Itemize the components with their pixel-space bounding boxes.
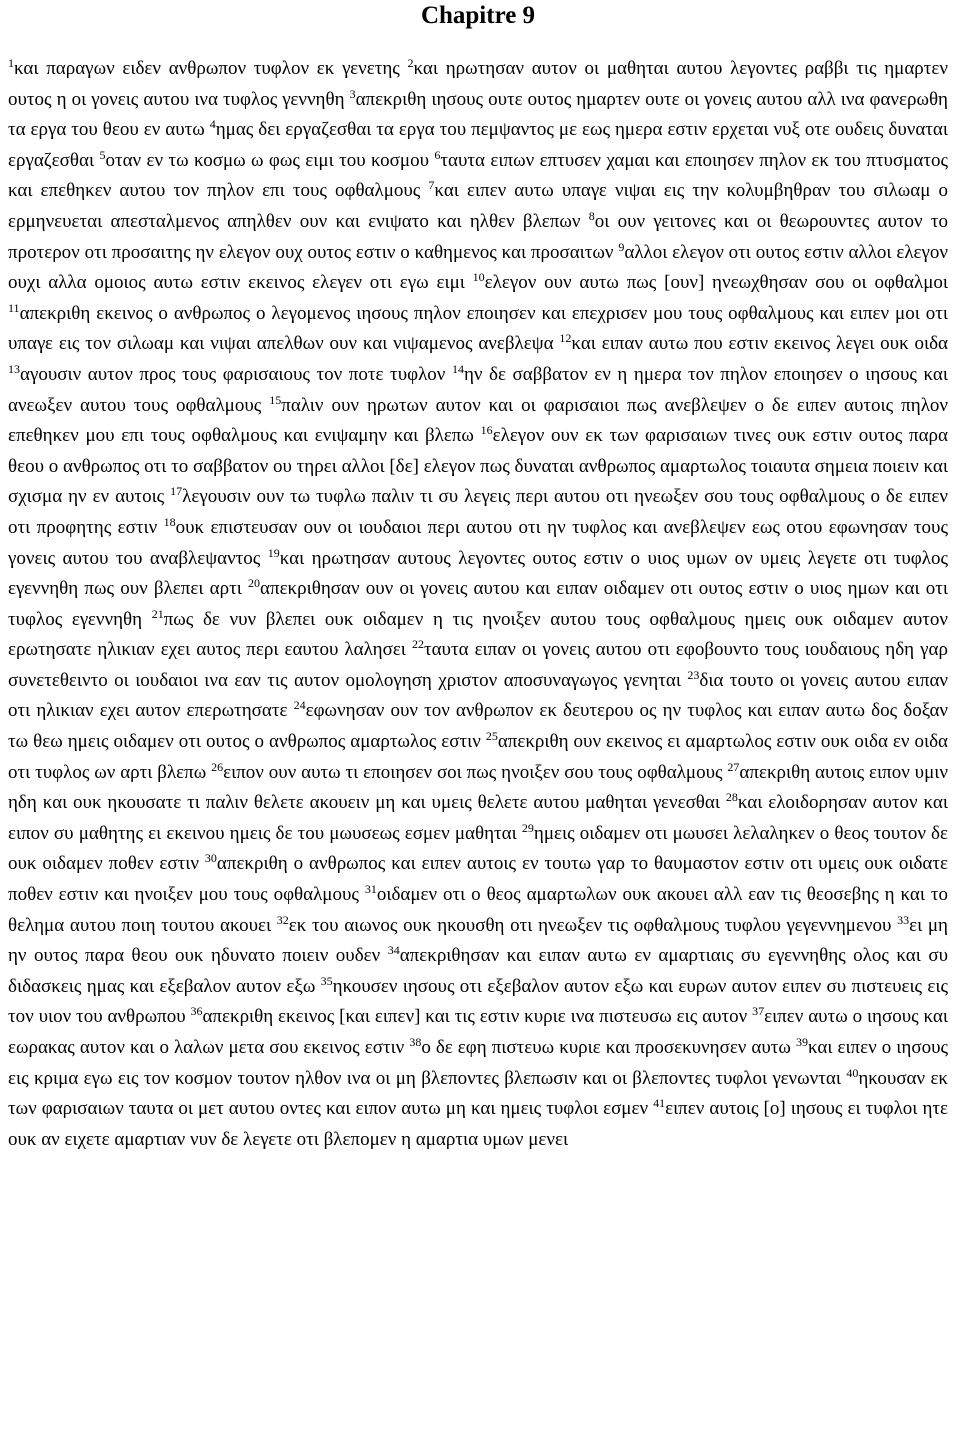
verse-text: ην δε σαββατον εν η ημερα τον πηλον εποιησεν ο ιησους και ανεωξεν αυτου τους οφθαλμους: [8, 363, 948, 416]
verse-number: 9: [618, 239, 625, 254]
verse-number: 31: [364, 882, 377, 897]
verse-text: απεκριθη εκεινος [και ειπεν] και τις εστιν κυριε ινα πιστευσω εις αυτον: [202, 1006, 753, 1028]
verse-number: 8: [588, 208, 595, 223]
verse-number: 12: [559, 331, 572, 346]
verse-number: 29: [521, 820, 534, 835]
verse-number: 37: [752, 1004, 765, 1019]
verse-number: 22: [411, 637, 424, 652]
verse-text: αλλοι ελεγον οτι ουτος εστιν αλλοι ελεγον ουχι αλλα ομοιος αυτω εστιν εκεινος ελεγεν οτι εγω ειμι: [8, 241, 949, 294]
verse-number: 39: [795, 1035, 808, 1049]
verse-number: 3: [349, 86, 356, 101]
verse: [473, 272, 948, 293]
verse-text: αγουσιν αυτον προς τους φαρισαιους τον ποτε τυφλον: [20, 363, 452, 385]
verse-number: 38: [409, 1035, 422, 1049]
verse-number: 26: [211, 759, 224, 774]
verse-text: ηκουσεν ιησους οτι εξεβαλον αυτον εξω και ευρων αυτον ειπεν συ πιστευεις εις τον υιον του ανθρωπου: [8, 975, 948, 1028]
verse-number: 6: [434, 147, 441, 162]
verse-text: και ειπεν ο ιησους εις κριμα εγω εις τον κοσμον τουτον ηλθον ινα οι μη βλεποντες βλεπωσιν και οι βλεποντες τυφλοι γενωνται: [8, 1037, 948, 1089]
verse-number: 4: [209, 117, 216, 132]
verse-text: ταυτα ειπων επτυσεν χαμαι και εποιησεν πηλον εκ του πτυσματος και επεθηκεν αυτου τον πηλον επι τους οφθαλμους: [8, 149, 948, 202]
verse-text: ειπεν αυτοις [ο] ιησους ει τυφλοι ητε ουκ αν ειχετε αμαρτιαν νυν δε λεγετε οτι βλεπομεν η αμαρτια υμων μενει: [8, 1098, 948, 1150]
verse-text: απεκριθησαν και ειπαν αυτω εν αμαρτιαις συ εγεννηθης ολος και συ διδασκεις ημας και εξεβαλον αυτον εξω: [8, 945, 948, 997]
verse: [276, 912, 898, 936]
verse-number: 24: [293, 698, 306, 713]
verse-text: εφωνησαν ουν τον ανθρωπον εκ δευτερου ος ην τυφλος και ειπαν αυτω δος δοξαν τω θεω ημεις οιδαμεν οτι ουτος ο ανθρωπος αμαρτωλος εστιν: [8, 700, 949, 753]
verse: [409, 1037, 796, 1058]
verse-text: και ηρωτησαν αυτους λεγοντες ουτος εστιν ο υιος υμων ον υμεις λεγετε οτι τυφλος εγεννηθη πως ουν βλεπει αρτι: [8, 547, 948, 600]
verse-number: 5: [99, 147, 106, 162]
verse-text: οιδαμεν οτι ο θεος αμαρτωλων ουκ ακουει αλλ εαν τις θεοσεβης η και το θελημα αυτου ποιη τουτου ακουει: [8, 884, 948, 936]
verse-number: 15: [269, 392, 282, 407]
verse-text: και ηρωτησαν αυτον οι μαθηται αυτου λεγοντες ραββι τις ημαρτεν ουτος η οι γονεις αυτου ινα τυφλος γεννηθη: [8, 58, 948, 110]
verse-text: πως δε νυν βλεπει ουκ οιδαμεν η τις ηνοιξεν αυτου τους οφθαλμους ημεις ουκ οιδαμεν αυτον ερωτησατε ηλικιαν εχει αυτος περι εαυτου λαλησει: [8, 608, 948, 661]
verse-text: απεκριθη ουν εκεινος ει αμαρτωλος εστιν ουκ οιδα εν οιδα οτι τυφλος ων αρτι βλεπω: [8, 731, 948, 783]
chapter-title: Chapitre 9: [420, 2, 536, 29]
verse-number: 36: [190, 1004, 203, 1019]
verse-number: 2: [407, 56, 414, 70]
verse-number: 25: [485, 729, 498, 744]
verse-number: 23: [687, 667, 700, 682]
verse-text: ει μη ην ουτος παρα θεου ουκ ηδυνατο ποιειν ουδεν: [8, 914, 948, 967]
verse-text: εκ του αιωνος ουκ ηκουσθη οτι ηνεωξεν τις οφθαλμους τυφλου γεγεννημενου: [288, 914, 898, 936]
verse-number: 20: [248, 576, 261, 591]
verse-text: ημεις οιδαμεν οτι μωυσει λελαληκεν ο θεος τουτον δε ουκ οιδαμεν ποθεν εστιν: [8, 822, 948, 875]
verse-number: 33: [897, 912, 910, 927]
verse-number: 10: [472, 270, 485, 285]
verse-text: ταυτα ειπαν οι γονεις αυτου οτι εφοβουντο τους ιουδαιους ηδη γαρ συνετεθειντο οι ιουδαιοι ινα εαν τις αυτον ομολογηση χριστον αποσυναγωγος γενηται: [8, 639, 948, 691]
verse-text: ημας δει εργαζεσθαι τα εργα του πεμψαντος με εως ημερα εστιν ερχεται νυξ οτε ουδεις δυναται εργαζεσθαι: [8, 119, 948, 171]
verse-number: 13: [8, 361, 20, 376]
verse-number: 40: [846, 1065, 859, 1080]
verse: [190, 1006, 752, 1027]
verse-number: 21: [151, 606, 164, 621]
verse-text: ο δε εφη πιστευω κυριε και προσεκυνησεν αυτω: [421, 1037, 796, 1058]
verse-text: απεκριθησαν ουν οι γονεις αυτου και ειπαν οιδαμεν οτι ουτος εστιν ο υιος ημων και οτι τυφλος εγεννηθη: [8, 578, 948, 630]
verse-number: 11: [8, 300, 20, 315]
verse: [211, 759, 728, 783]
verse-text: απεκριθη εκεινος ο ανθρωπος ο λεγομενος ιησους πηλον εποιησεν και επεχρισεν μου τους οφθαλμους και ειπεν μοι οτι υπαγε εις τον σιλωαμ και νιψαι απελθων ουν και νιψαμενος ανεβλεψα: [8, 302, 948, 355]
verse-number: 19: [267, 545, 280, 560]
chapter-text: [8, 54, 948, 1155]
verse-number: 32: [276, 912, 289, 927]
verse: [99, 147, 435, 171]
verse-text: ελεγον ουν αυτω πως [ουν] ηνεωχθησαν σου οι οφθαλμοι: [484, 272, 948, 294]
verse: [559, 333, 948, 354]
verse-text: παλιν ουν ηρωτων αυτον και οι φαρισαιοι πως ανεβλεψεν ο δε ειπεν αυτοις πηλον επεθηκεν μου επι τους οφθαλμους και ενιψαμην και βλεπω: [8, 394, 948, 447]
verse-number: 14: [451, 361, 464, 376]
verse-text: και ειπαν αυτω που εστιν εκεινος λεγει ουκ οιδα: [571, 333, 948, 355]
verse-number: 7: [428, 178, 435, 193]
verse-text: δια τουτο οι γονεις αυτου ειπαν οτι ηλικιαν εχει αυτον επερωτησατε: [8, 669, 948, 722]
verse-text: και ειπεν αυτω υπαγε νιψαι εις την κολυμβηθραν του σιλωαμ ο ερμηνευεται απεσταλμενος απηλθεν ουν και ενιψατο και ηλθεν βλεπων: [8, 180, 948, 232]
verse-number: 35: [320, 973, 333, 988]
verse-text: ειπον ουν αυτω τι εποιησεν σοι πως ηνοιξεν σου τους οφθαλμους: [223, 761, 728, 783]
verse-text: απεκριθη ο ανθρωπος και ειπεν αυτοις εν τουτω γαρ το θαυμαστον εστιν οτι υμεις ουκ οιδατε ποθεν εστιν και ηνοιξεν μου τους οφθαλμους: [8, 853, 949, 906]
verse-text: και παραγων ειδεν ανθρωπον τυφλον εκ γενετης: [14, 58, 408, 79]
verse-number: 1: [8, 56, 14, 70]
verse-number: 27: [727, 759, 740, 774]
verse: [8, 58, 408, 79]
verse-text: απεκριθη ιησους ουτε ουτος ημαρτεν ουτε οι γονεις αυτου αλλ ινα φανερωθη τα εργα του θεου εν αυτω: [8, 88, 948, 141]
verse: [8, 361, 452, 385]
verse-number: 30: [204, 851, 217, 866]
verse-number: 41: [653, 1096, 666, 1111]
verse-text: ουκ επιστευσαν ουν οι ιουδαιοι περι αυτου οτι ην τυφλος και ανεβλεψεν εως οτου εφωνησαν τους γονεις αυτου του αναβλεψαντος: [8, 516, 948, 569]
verse-number: 16: [480, 423, 493, 438]
verse-text: λεγουσιν ουν τω τυφλω παλιν τι συ λεγεις περι αυτου οτι ηνεωξεν σου τους οφθαλμους ο δε ειπεν οτι προφητης εστιν: [8, 486, 948, 538]
verse-text: ελεγον ουν εκ των φαρισαιων τινες ουκ εστιν ουτος παρα θεου ο ανθρωπος οτι το σαββατον ου τηρει αλλοι [δε] ελεγον πως δυναται ανθρωπος αμαρτωλος τοιαυτα σημεια ποιειν και σχισμα ην εν αυτοις: [8, 425, 948, 508]
verse-number: 28: [725, 790, 738, 805]
verse-text: ηκουσαν εκ των φαρισαιων ταυτα οι μετ αυτου οντες και ειπον αυτω μη και ημεις τυφλοι εσμεν: [8, 1067, 949, 1120]
verse-text: ειπεν αυτω ο ιησους και εωρακας αυτον και ο λαλων μετα σου εκεινος εστιν: [8, 1006, 949, 1058]
verse-text: οταν εν τω κοσμω ω φως ειμι του κοσμου: [105, 149, 435, 171]
verse-text: απεκριθη αυτοις ειπον υμιν ηδη και ουκ ηκουσατε τι παλιν θελετε ακουειν μη και υμεις θελετε αυτου μαθηται γενεσθαι: [8, 761, 948, 814]
verse-text: και ελοιδορησαν αυτον και ειπον συ μαθητης ει εκεινου ημεις δε του μωυσεως εσμεν μαθηται: [8, 792, 948, 844]
verse-number: 34: [387, 943, 400, 958]
verse-text: οι ουν γειτονες και οι θεωρουντες αυτον το προτερον οτι προσαιτης ην ελεγον ουχ ουτος εστιν ο καθημενος και προσαιτων: [8, 210, 949, 263]
verse-number: 17: [170, 484, 183, 499]
verse-number: 18: [163, 514, 176, 529]
